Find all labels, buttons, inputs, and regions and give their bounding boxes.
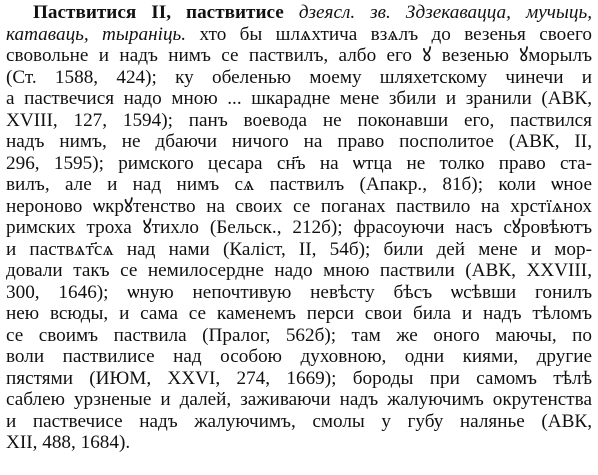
entry-line: XII, 488, 1684). [6,432,131,453]
entry-line: (Ст. 1588, 424); ку обеленью моему шляхетскому чинечи и [6,66,592,88]
entry-line: и паствечисе надъ жалуючимъ, смолы у губу налянье (АВК, [6,410,592,432]
entry-line: 300, 1646); ѡную непочтивую невѣсту бѣсъ ѡсѣвши гонилъ [6,281,592,303]
entry-line: надъ нимъ, не дбаючи ничого на право посполитое (АВК, II, [6,131,592,152]
dictionary-entry [6,2,592,472]
entry-line: XVIII, 127, 1594); панъ воевода не поконавши его, паствился [6,109,592,131]
entry-line: 296, 1595); римского цесара сн҃ъ на ѡтца не толко право ста- [6,152,592,174]
entry-line: нероново ѡкрꙋтенство на своих се поганах паствило на хрстїѧнох [6,195,592,217]
entry-line: вилъ, але и над нимъ сѧ паствилъ (Апакр., 81б); коли ѡное [6,174,592,195]
entry-line: римских троха ꙋтихло (Бельск., 212б); фрасоуючи насъ сꙋровѣютъ [6,217,592,238]
definition: катаваць, тыраніць. [6,23,187,45]
entry-line: пястями (ИЮМ, XXVI, 274, 1669); бороды при самомъ тѣлѣ [6,367,592,389]
headword: Паствитися II, паствитисе [33,2,284,23]
grammar-note: дзеясл. зв. Здзекавацца, мучыць, [298,2,592,23]
entry-line: саблею урзненые и далей, заживаючи надъ жалуючимъ окрутенства [6,389,592,410]
entry-line: воли паствилисе над особою духовною, одни киями, другие [6,346,592,367]
entry-line: а паствечися надо мною ... шкарадне мене збили и зранили (АВК, [6,88,592,109]
entry-line: и паствѧт҃сѧ над нами (Каліст, II, 54б); били дей мене и мор- [6,238,592,260]
entry-line: довали такъ се немилосердне надо мною паствили (АВК, XXVIII, [6,260,592,281]
entry-line: свовольне и надъ нимъ се паствилъ, албо его ꙋ везенью ꙋморылъ [6,45,592,66]
entry-line: се своимъ паствила (Пралог, 562б); там же оного маючы, по [6,324,592,346]
quotation-text: хто бы шлѧхтича взѧлъ до везенья своего [186,23,592,45]
entry-line [6,24,592,46]
entry-line: нею всюды, и сама се каменемъ перси свои била и надъ тѣломъ [6,303,592,324]
entry-line [6,2,592,24]
